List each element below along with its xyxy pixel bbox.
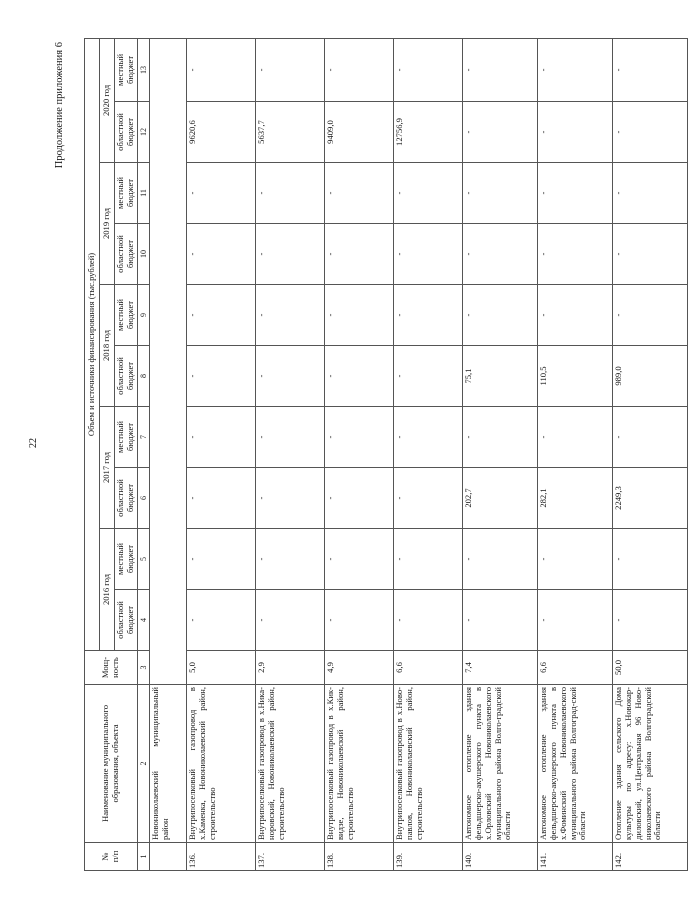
funding-value: - xyxy=(324,285,393,346)
row-number: 136. xyxy=(186,843,255,871)
funding-value: - xyxy=(186,224,255,285)
column-number: 12 xyxy=(137,102,149,163)
funding-value: - xyxy=(255,38,324,101)
funding-value: - xyxy=(537,102,612,163)
header-year-2017: 2017 год xyxy=(100,407,115,529)
capacity-value: 5,0 xyxy=(186,651,255,685)
funding-value: 75,1 xyxy=(462,346,537,407)
column-number: 2 xyxy=(137,685,149,843)
funding-value: - xyxy=(462,285,537,346)
funding-value: - xyxy=(255,407,324,468)
funding-value: - xyxy=(324,224,393,285)
funding-value: - xyxy=(462,590,537,651)
column-number: 9 xyxy=(137,285,149,346)
funding-value: 282,1 xyxy=(537,468,612,529)
table-row xyxy=(186,38,255,870)
funding-value: - xyxy=(186,285,255,346)
funding-value: - xyxy=(186,38,255,101)
funding-value: - xyxy=(537,38,612,101)
table-row xyxy=(462,38,537,870)
funding-value: - xyxy=(462,163,537,224)
header-regional-budget: областной бюджет xyxy=(115,102,138,163)
column-number: 10 xyxy=(137,224,149,285)
object-name: Внутрипоселковый газопровод в х.Ново-павлов, Новониколаевский район, строительство xyxy=(393,685,462,843)
funding-value: - xyxy=(324,38,393,101)
column-number: 1 xyxy=(137,843,149,871)
funding-value: - xyxy=(324,468,393,529)
funding-value: 12756,9 xyxy=(393,102,462,163)
header-regional-budget: областной бюджет xyxy=(115,346,138,407)
funding-value: - xyxy=(537,285,612,346)
funding-value: - xyxy=(462,529,537,590)
page-number: 22 xyxy=(28,438,39,448)
header-local-budget: местный бюджет xyxy=(115,285,138,346)
funding-value: - xyxy=(612,38,687,101)
funding-value: - xyxy=(393,468,462,529)
row-number: 137. xyxy=(255,843,324,871)
object-name: Внутрипоселковый газопровод в х.Каменка, Новониколаевский район, строительство xyxy=(186,685,255,843)
funding-value: - xyxy=(393,590,462,651)
header-year-2016: 2016 год xyxy=(100,529,115,651)
funding-value: - xyxy=(255,590,324,651)
funding-value: - xyxy=(612,102,687,163)
column-number: 3 xyxy=(137,651,149,685)
header-regional-budget: областной бюджет xyxy=(115,590,138,651)
funding-table xyxy=(84,38,688,871)
funding-value: - xyxy=(255,468,324,529)
funding-value: - xyxy=(393,407,462,468)
header-regional-budget: областной бюджет xyxy=(115,224,138,285)
funding-value: - xyxy=(612,224,687,285)
row-number: 140. xyxy=(462,843,537,871)
header-no: № п/п xyxy=(85,843,138,871)
row-number: 138. xyxy=(324,843,393,871)
funding-value: 2249,3 xyxy=(612,468,687,529)
funding-value: - xyxy=(255,346,324,407)
table-row xyxy=(537,38,612,870)
object-name: Внутрипоселковый газопровод в х.Ника-норовский, Новониколаевский район, строительство xyxy=(255,685,324,843)
funding-value: - xyxy=(324,407,393,468)
funding-value: - xyxy=(255,529,324,590)
row-number: 139. xyxy=(393,843,462,871)
funding-value: 9620,6 xyxy=(186,102,255,163)
column-number: 5 xyxy=(137,529,149,590)
column-number: 11 xyxy=(137,163,149,224)
rotated-page-content xyxy=(54,38,663,871)
funding-value: - xyxy=(393,163,462,224)
capacity-value: 6,6 xyxy=(393,651,462,685)
funding-value: - xyxy=(393,346,462,407)
funding-value: - xyxy=(462,38,537,101)
column-number: 8 xyxy=(137,346,149,407)
funding-value: - xyxy=(612,163,687,224)
header-funding: Объем и источники финансирования (тыс.рублей) xyxy=(85,38,100,650)
funding-value: - xyxy=(612,407,687,468)
funding-value: - xyxy=(537,590,612,651)
capacity-value: 50,0 xyxy=(612,651,687,685)
header-regional-budget: областной бюджет xyxy=(115,468,138,529)
column-number: 7 xyxy=(137,407,149,468)
funding-value: - xyxy=(324,529,393,590)
table-row xyxy=(324,38,393,870)
header-local-budget: местный бюджет xyxy=(115,529,138,590)
region-name: Новониколаевский муниципальный район xyxy=(149,685,186,843)
header-local-budget: местный бюджет xyxy=(115,407,138,468)
object-name: Отопление здания сельского Дома культуры по адресу: х.Новокар-диловский, ул.Центральная 96 Ново-николаевского района Волгоградской области xyxy=(612,685,687,843)
column-numbers-row xyxy=(137,38,149,870)
capacity-value: 6,6 xyxy=(537,651,612,685)
table-row xyxy=(255,38,324,870)
funding-value: 110,5 xyxy=(537,346,612,407)
header-year-2019: 2019 год xyxy=(100,163,115,285)
funding-value: - xyxy=(255,163,324,224)
capacity-value: 7,4 xyxy=(462,651,537,685)
funding-value: - xyxy=(393,224,462,285)
funding-value: - xyxy=(537,407,612,468)
funding-value: - xyxy=(255,224,324,285)
header-year-2020: 2020 год xyxy=(100,38,115,162)
funding-value: - xyxy=(537,529,612,590)
funding-value: - xyxy=(612,590,687,651)
object-name: Автономное отопление здания фельдшерско-акушерского пункта в х.Орловский Новониколаевского муниципального района Волго-градской области xyxy=(462,685,537,843)
capacity-value: 4,9 xyxy=(324,651,393,685)
funding-value: - xyxy=(537,224,612,285)
object-name: Внутрипоселковый газопровод в х.Кик-видзе, Новониколаевский район, строительство xyxy=(324,685,393,843)
row-number: 141. xyxy=(537,843,612,871)
column-number: 6 xyxy=(137,468,149,529)
funding-value: - xyxy=(324,590,393,651)
funding-value: - xyxy=(324,163,393,224)
capacity-value: 2,9 xyxy=(255,651,324,685)
funding-value: - xyxy=(186,529,255,590)
table-row xyxy=(393,38,462,870)
region-row xyxy=(149,38,186,870)
funding-value: - xyxy=(462,407,537,468)
funding-value: - xyxy=(186,163,255,224)
funding-value: - xyxy=(186,590,255,651)
funding-value: - xyxy=(462,102,537,163)
header-name: Наименование муниципального образования, объекта xyxy=(85,685,138,843)
funding-value: - xyxy=(324,346,393,407)
object-name: Автономное отопление здания фельдшерско-акушерского пункта в х.Фоминский Новониколаевского муниципального района Волгоград-ской области xyxy=(537,685,612,843)
header-local-budget: местный бюджет xyxy=(115,163,138,224)
column-number: 13 xyxy=(137,38,149,101)
funding-value: - xyxy=(393,285,462,346)
funding-value: - xyxy=(537,163,612,224)
funding-value: - xyxy=(186,407,255,468)
funding-value: - xyxy=(612,285,687,346)
continuation-note: Продолжение приложения 6 xyxy=(54,42,65,169)
funding-value: 202,7 xyxy=(462,468,537,529)
header-capacity: Мощ- ность xyxy=(85,651,138,685)
column-number: 4 xyxy=(137,590,149,651)
funding-value: - xyxy=(393,38,462,101)
funding-value: - xyxy=(186,468,255,529)
funding-value: - xyxy=(393,529,462,590)
funding-value: - xyxy=(186,346,255,407)
funding-value: 9409,0 xyxy=(324,102,393,163)
header-local-budget: местный бюджет xyxy=(115,38,138,101)
funding-value: - xyxy=(255,285,324,346)
funding-value: 989,0 xyxy=(612,346,687,407)
table-row xyxy=(612,38,687,870)
header-year-2018: 2018 год xyxy=(100,285,115,407)
funding-value: 5637,7 xyxy=(255,102,324,163)
funding-value: - xyxy=(612,529,687,590)
row-number: 142. xyxy=(612,843,687,871)
funding-value: - xyxy=(462,224,537,285)
